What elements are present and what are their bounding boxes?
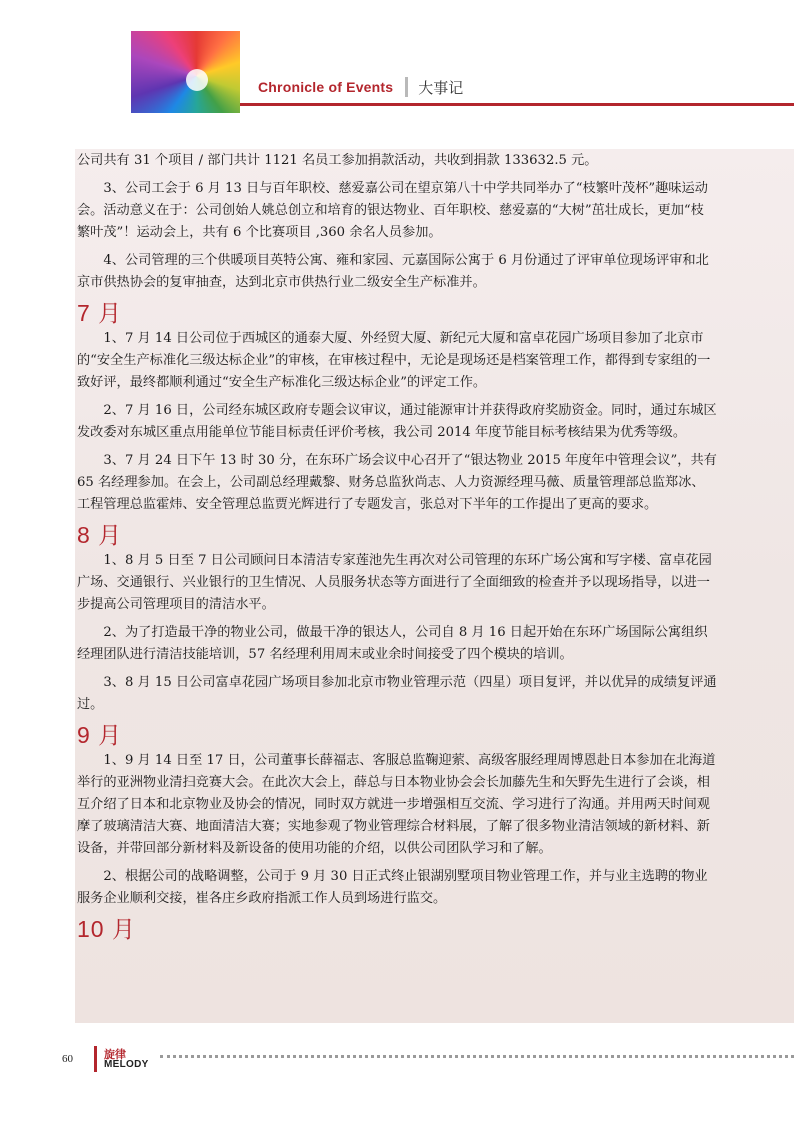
section-header bbox=[258, 77, 463, 97]
paragraph: 2、7 月 16 日，公司经东城区政府专题会议审议，通过能源审计并获得政府奖励资金。同时，通过东城区发改委对东城区重点用能单位节能目标责任评价考核，我公司 2014 年度节能目标考核结果为优秀等级。 bbox=[77, 403, 717, 440]
header-divider bbox=[405, 77, 408, 97]
paragraph: 1、9 月 14 日至 17 日，公司董事长薛福志、客服总监鞠迎萦、高级客服经理周博恩赴日本参加在北海道举行的亚洲物业清扫竞赛大会。在此次大会上，薛总与日本物业协会会长加藤先生和矢野先生进行了会谈，相互介绍了日本和北京物业及协会的情况，同时双方就进一步增强相互交流、学习进行了沟通。并用两天时间观摩了玻璃清洁大赛、地面清洁大赛；实地参观了物业管理综合材料展，了解了很多物业清洁领域的新材料、新设备，并带回部分新材料及新设备的使用功能的介绍，以供公司团队学习和了解。 bbox=[77, 753, 716, 856]
month-heading-september: 9 月 bbox=[77, 722, 123, 748]
paragraph: 3、8 月 15 日公司富卓花园广场项目参加北京市物业管理示范（四星）项目复评，并以优异的成绩复评通过。 bbox=[77, 675, 717, 712]
header-rule bbox=[240, 103, 794, 106]
article-body bbox=[77, 150, 717, 944]
magazine-name-cn: 旋律 bbox=[104, 1049, 126, 1061]
magazine-name-en: MELODY bbox=[104, 1059, 149, 1070]
page-number: 60 bbox=[62, 1053, 73, 1065]
paragraph: 4、公司管理的三个供暖项目英特公寓、雍和家园、元嘉国际公寓于 6 月份通过了评审单位现场评审和北京市供热协会的复审抽查，达到北京市供热行业二级安全生产标准并。 bbox=[77, 253, 709, 290]
section-title-en: Chronicle of Events bbox=[258, 79, 394, 95]
section-title-cn: 大事记 bbox=[418, 79, 464, 97]
month-heading-july: 7 月 bbox=[77, 300, 123, 326]
magazine-logo-image bbox=[131, 31, 240, 113]
paragraph: 3、公司工会于 6 月 13 日与百年职校、慈爱嘉公司在望京第八十中学共同举办了“枝繁叶茂杯”趣味运动会。活动意义在于：公司创始人姚总创立和培育的银达物业、百年职校、慈爱嘉的“大树”茁壮成长，更加“枝繁叶茂”！运动会上，共有 6 个比赛项目 ,360 余名人员参加。 bbox=[77, 181, 708, 240]
paragraph: 3、7 月 24 日下午 13 时 30 分，在东环广场会议中心召开了“银达物业 2015 年度年中管理会议”，共有 65 名经理参加。在会上，公司副总经理戴黎、财务总监狄尚志、人力资源经理马薇、质量管理部总监郑冰、工程管理总监霍炜、安全管理总监贾光辉进行了专题发言，张总对下半年的工作提出了更高的要求。 bbox=[77, 453, 717, 512]
paragraph: 2、根据公司的战略调整，公司于 9 月 30 日正式终止银湖别墅项目物业管理工作，并与业主选聘的物业服务企业顺利交接，崔各庄乡政府指派工作人员到场进行监交。 bbox=[77, 869, 708, 906]
footer-dotted-rule bbox=[160, 1055, 794, 1058]
paragraph: 1、7 月 14 日公司位于西城区的通泰大厦、外经贸大厦、新纪元大厦和富卓花园广场项目参加了北京市的“安全生产标准化三级达标企业”的审核，在审核过程中，无论是现场还是档案管理工作，都得到专家组的一致好评，最终都顺利通过“安全生产标准化三级达标企业”的评定工作。 bbox=[77, 331, 711, 390]
paragraph: 公司共有 31 个项目 / 部门共计 1121 名员工参加捐款活动，共收到捐款 133632.5 元。 bbox=[77, 153, 598, 168]
paragraph: 2、为了打造最干净的物业公司，做最干净的银达人，公司自 8 月 16 日起开始在东环广场国际公寓组织经理团队进行清洁技能培训，57 名经理利用周末或业余时间接受了四个模块的培训。 bbox=[77, 625, 708, 662]
month-heading-october: 10 月 bbox=[77, 916, 136, 942]
month-heading-august: 8 月 bbox=[77, 522, 123, 548]
footer-accent-bar bbox=[94, 1046, 97, 1072]
paragraph: 1、8 月 5 日至 7 日公司顾问日本清洁专家莲池先生再次对公司管理的东环广场公寓和写字楼、富卓花园广场、交通银行、兴业银行的卫生情况、人员服务状态等方面进行了全面细致的检查并予以现场指导，以进一步提高公司管理项目的清洁水平。 bbox=[77, 553, 712, 612]
